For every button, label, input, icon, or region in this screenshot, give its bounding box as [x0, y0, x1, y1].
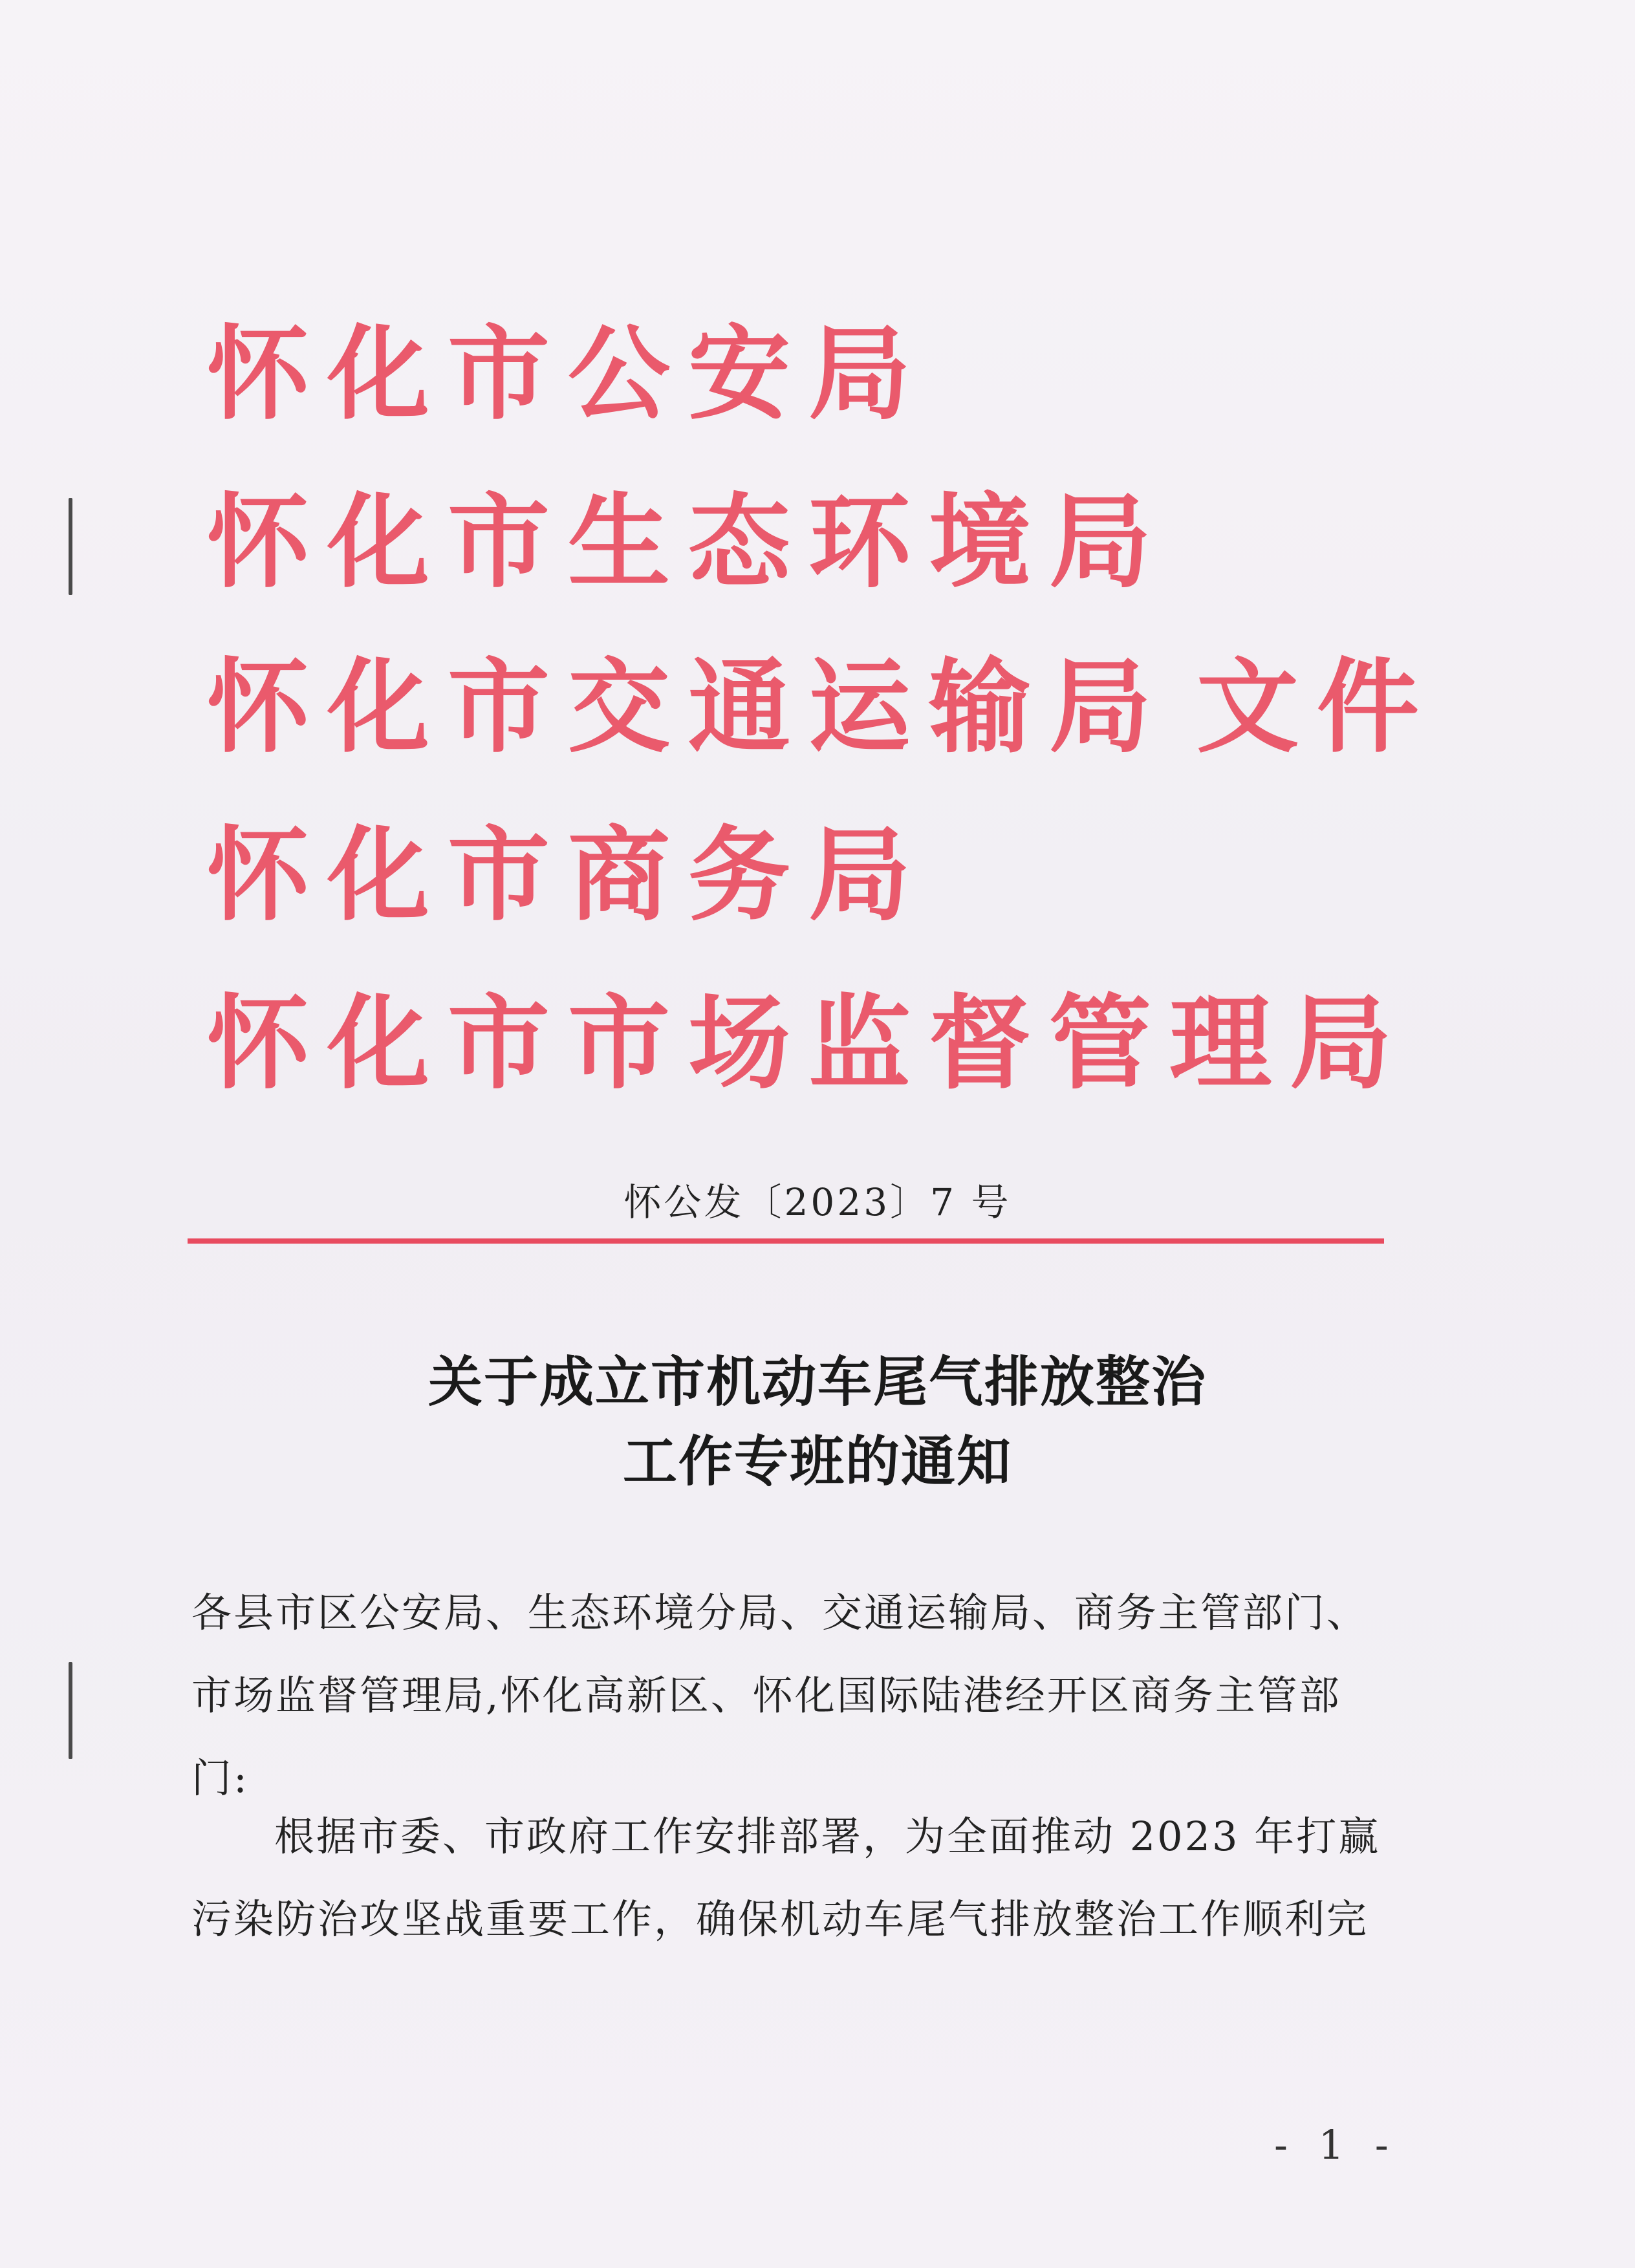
agency-name: 怀化市市场监督管理局	[207, 984, 1410, 1103]
agency-name: 怀化市公安局	[207, 315, 929, 434]
recipients-paragraph: 各县市区公安局、生态环境分局、交通运输局、商务主管部门、市场监督管理局,怀化高新区、怀化国际陆港经开区商务主管部门:	[191, 1589, 1369, 1802]
document-title-line-1: 关于成立市机动车尾气排放整治	[428, 1350, 1207, 1414]
document-word: 文件	[1196, 648, 1437, 767]
agency-name: 怀化市生态环境局	[207, 483, 1169, 602]
page-number: - 1 -	[1274, 2121, 1398, 2168]
red-divider-line	[188, 1238, 1384, 1244]
binding-mark-top	[69, 498, 72, 595]
agency-name: 怀化市交通运输局	[207, 648, 1169, 767]
document-number: 怀公发〔2023〕7 号	[623, 1180, 1012, 1224]
agency-name: 怀化市商务局	[207, 816, 929, 935]
binding-mark-bottom	[69, 1662, 72, 1759]
body-paragraph: 根据市委、市政府工作安排部署，为全面推动 2023 年打赢污染防治攻坚战重要工作，确保机动车尾气排放整治工作顺利完	[191, 1813, 1381, 1943]
document-title-line-2: 工作专班的通知	[622, 1429, 1012, 1493]
